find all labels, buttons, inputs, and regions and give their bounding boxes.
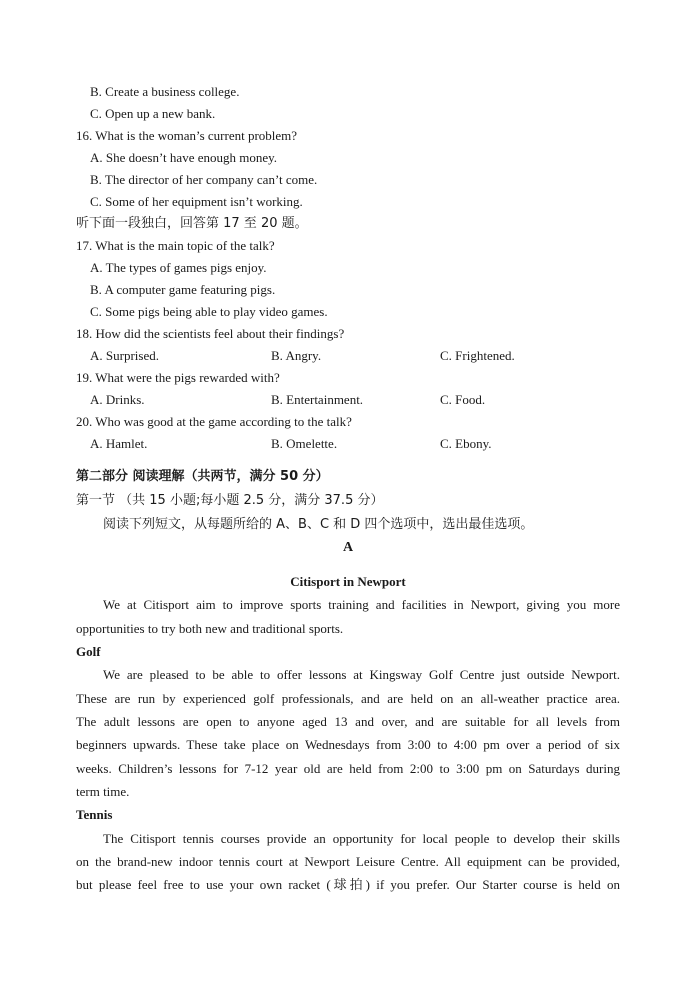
intro-line-2: opportunities to try both new and traditional sports. bbox=[76, 621, 344, 636]
q16-option-a: A. She doesn’t have enough money. bbox=[90, 150, 278, 165]
tennis-line-3: but please feel free to use your own racket (球拍) if you prefer. Our Starter course is held on bbox=[76, 877, 620, 892]
section1-heading: 第一节 （共 15 小题;每小题 2.5 分，满分 37.5 分） bbox=[76, 493, 384, 508]
q19-option-a: A. Drinks. bbox=[90, 392, 145, 407]
q18-option-a: A. Surprised. bbox=[90, 348, 159, 363]
q17-option-c: C. Some pigs being able to play video games. bbox=[90, 304, 328, 319]
q19-option-b: B. Entertainment. bbox=[271, 392, 364, 407]
monologue-intro: 听下面一段独白，回答第 17 至 20 题。 bbox=[76, 216, 308, 231]
q16-option-b: B. The director of her company can’t come. bbox=[90, 172, 318, 187]
q17-option-a: A. The types of games pigs enjoy. bbox=[90, 260, 267, 275]
golf-line-6: term time. bbox=[76, 784, 130, 799]
golf-line-2: These are run by experienced golf professionals, and are held on an all-weather practice area. bbox=[76, 691, 620, 706]
golf-heading: Golf bbox=[76, 644, 101, 659]
golf-line-3: The adult lessons are open to anyone aged 13 and over, and are suitable for all levels from bbox=[76, 714, 620, 729]
q19-option-c: C. Food. bbox=[440, 392, 486, 407]
golf-line-1: We are pleased to be able to offer lessons at Kingsway Golf Centre just outside Newport. bbox=[103, 667, 620, 682]
q20-option-b: B. Omelette. bbox=[271, 436, 338, 451]
q20-option-c: C. Ebony. bbox=[440, 436, 492, 451]
reading-instructions: 阅读下列短文，从每题所给的 A、B、C 和 D 四个选项中，选出最佳选项。 bbox=[103, 517, 534, 532]
q20-option-a: A. Hamlet. bbox=[90, 436, 148, 451]
question-20: 20. Who was good at the game according to the talk? bbox=[76, 414, 352, 429]
question-19: 19. What were the pigs rewarded with? bbox=[76, 370, 280, 385]
passage-title: Citisport in Newport bbox=[290, 574, 406, 589]
q18-option-c: C. Frightened. bbox=[440, 348, 515, 363]
intro-line-1: We at Citisport aim to improve sports training and facilities in Newport, giving you more bbox=[103, 597, 620, 612]
question-17: 17. What is the main topic of the talk? bbox=[76, 238, 275, 253]
option-b-prev: B. Create a business college. bbox=[90, 84, 240, 99]
golf-line-5: weeks. Children’s lessons for 7-12 year old are held from 2:00 to 3:00 pm on Saturdays during bbox=[76, 761, 620, 776]
tennis-line-1: The Citisport tennis courses provide an opportunity for local people to develop their skills bbox=[103, 831, 620, 846]
q18-option-b: B. Angry. bbox=[271, 348, 322, 363]
tennis-heading: Tennis bbox=[76, 807, 113, 822]
tennis-line-2: on the brand-new indoor tennis court at Newport Leisure Centre. All equipment can be provided, bbox=[76, 854, 620, 869]
q16-option-c: C. Some of her equipment isn’t working. bbox=[90, 194, 303, 209]
part2-heading: 第二部分 阅读理解（共两节，满分 50 分） bbox=[76, 469, 329, 484]
option-c-prev: C. Open up a new bank. bbox=[90, 106, 216, 121]
passage-letter: A bbox=[342, 540, 354, 555]
golf-line-4: beginners upwards. These take place on Wednesdays from 3:00 to 4:00 pm over a period of six bbox=[76, 737, 620, 752]
question-16: 16. What is the woman’s current problem? bbox=[76, 128, 298, 143]
question-18: 18. How did the scientists feel about their findings? bbox=[76, 326, 345, 341]
q17-option-b: B. A computer game featuring pigs. bbox=[90, 282, 276, 297]
